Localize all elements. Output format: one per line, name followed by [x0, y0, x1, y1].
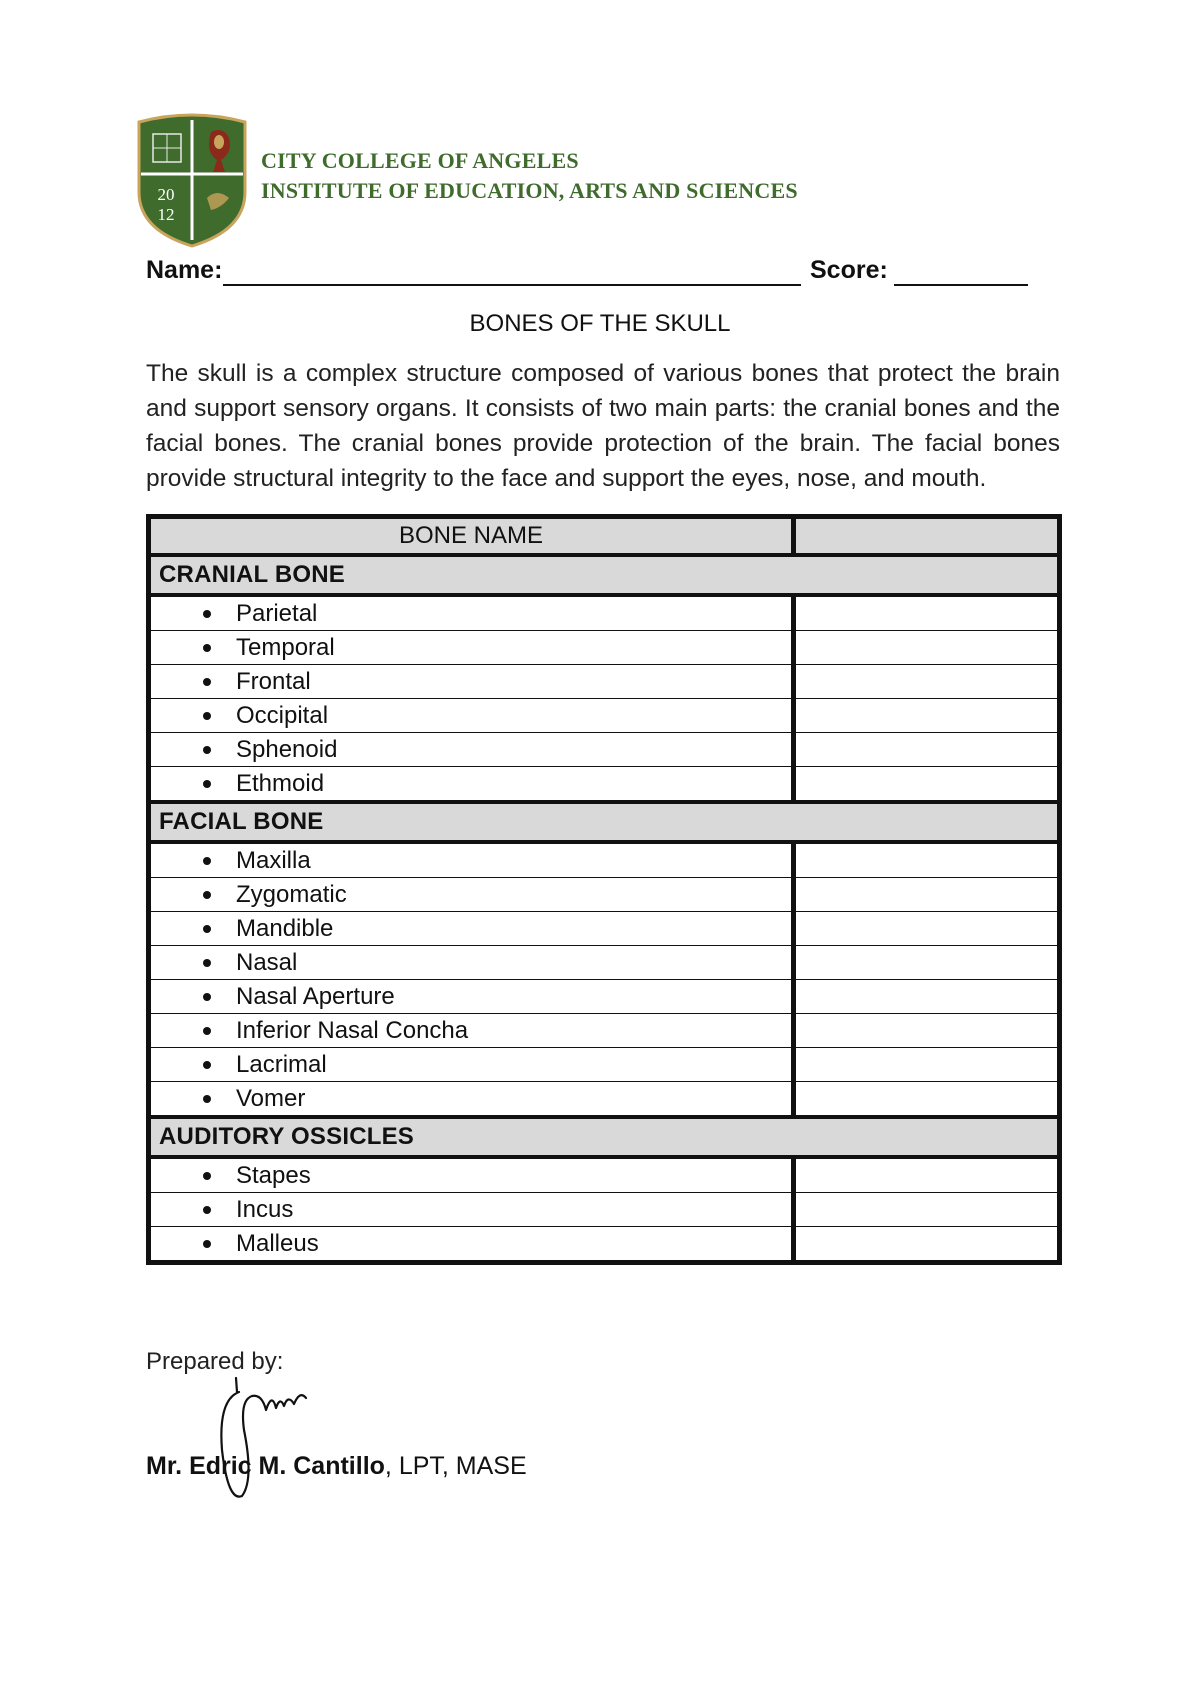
- crest-year-top: 20: [157, 185, 175, 204]
- answer-cell[interactable]: [794, 980, 1060, 1014]
- table-row: [149, 767, 1060, 803]
- intro-paragraph: The skull is a complex structure composed of various bones that protect the brain and support sensory organs. It consists of two main parts: the cranial bones and the facial bones. The cranial bones provide protection of the brain. The facial bones provide structural integrity to the face and support the eyes, nose, and mouth.: [146, 360, 1060, 492]
- crest-year-bottom: 12: [157, 205, 175, 224]
- table-header-row: [149, 517, 1060, 556]
- bone-name-cell: [149, 1193, 794, 1227]
- bone-name-cell: [149, 665, 794, 699]
- answer-cell[interactable]: [794, 842, 1060, 878]
- bullet-icon: [203, 1206, 211, 1214]
- table-row: [149, 665, 1060, 699]
- bone-name-cell: [149, 1048, 794, 1082]
- bullet-icon: [203, 959, 211, 967]
- bone-name-cell: [149, 699, 794, 733]
- bone-name-cell: [149, 1227, 794, 1263]
- answer-cell[interactable]: [794, 1014, 1060, 1048]
- signer-credentials: , LPT, MASE: [384, 1452, 527, 1480]
- table-row: [149, 842, 1060, 878]
- college-name: CITY COLLEGE OF ANGELES: [261, 148, 579, 173]
- bone-name: Malleus: [236, 1229, 319, 1257]
- bone-name: Occipital: [236, 701, 329, 729]
- section-title: AUDITORY OSSICLES: [149, 1117, 1060, 1157]
- name-blank[interactable]: [223, 254, 801, 286]
- bone-name: Inferior Nasal Concha: [236, 1016, 469, 1044]
- table-row: [149, 1227, 1060, 1263]
- answer-cell[interactable]: [794, 1227, 1060, 1263]
- header: [133, 112, 1033, 252]
- bone-name-cell: [149, 631, 794, 665]
- bone-name-cell: [149, 595, 794, 631]
- section-row: [149, 802, 1060, 842]
- bone-name: Nasal: [236, 948, 298, 976]
- bullet-icon: [203, 746, 211, 754]
- table-row: [149, 595, 1060, 631]
- answer-cell[interactable]: [794, 912, 1060, 946]
- score-label: Score:: [810, 256, 888, 284]
- answer-cell[interactable]: [794, 1048, 1060, 1082]
- table-row: [149, 912, 1060, 946]
- page-title: BONES OF THE SKULL: [469, 310, 731, 337]
- bones-table: [146, 514, 1062, 1265]
- bullet-icon: [203, 1027, 211, 1035]
- name-score-row: [146, 254, 1026, 288]
- bullet-icon: [203, 610, 211, 618]
- prepared-by-label: Prepared by:: [146, 1348, 284, 1375]
- bone-name: Parietal: [236, 599, 318, 627]
- signer-name: Mr. Edric M. Cantillo: [146, 1452, 385, 1480]
- bone-name: Nasal Aperture: [236, 982, 395, 1010]
- bone-name: Zygomatic: [236, 880, 347, 908]
- bullet-icon: [203, 925, 211, 933]
- bone-name: Frontal: [236, 667, 311, 695]
- table-row: [149, 699, 1060, 733]
- bone-name-cell: [149, 1014, 794, 1048]
- bone-name: Stapes: [236, 1161, 311, 1189]
- answer-cell[interactable]: [794, 946, 1060, 980]
- bone-name: Mandible: [236, 914, 334, 942]
- bone-name: Vomer: [236, 1084, 306, 1112]
- answer-cell[interactable]: [794, 665, 1060, 699]
- bullet-icon: [203, 780, 211, 788]
- table-row: [149, 1082, 1060, 1118]
- bone-name: Incus: [236, 1195, 294, 1223]
- bone-name-cell: [149, 878, 794, 912]
- bone-name: Ethmoid: [236, 769, 325, 797]
- answer-cell[interactable]: [794, 1082, 1060, 1118]
- bone-name-cell: [149, 1157, 794, 1193]
- answer-cell[interactable]: [794, 595, 1060, 631]
- section-title: FACIAL BONE: [149, 802, 1060, 842]
- bone-name: Sphenoid: [236, 735, 338, 763]
- bullet-icon: [203, 644, 211, 652]
- bullet-icon: [203, 857, 211, 865]
- bone-name-header: BONE NAME: [149, 517, 794, 556]
- table-row: [149, 1014, 1060, 1048]
- bullet-icon: [203, 1240, 211, 1248]
- bullet-icon: [203, 1172, 211, 1180]
- section-row: [149, 555, 1060, 595]
- institute-name: INSTITUTE OF EDUCATION, ARTS AND SCIENCES: [261, 178, 798, 203]
- bone-name-cell: [149, 912, 794, 946]
- bone-name-cell: [149, 946, 794, 980]
- bullet-icon: [203, 1095, 211, 1103]
- section-title: CRANIAL BONE: [149, 555, 1060, 595]
- table-row: [149, 631, 1060, 665]
- bone-name: Temporal: [236, 633, 335, 661]
- table-row: [149, 1048, 1060, 1082]
- name-label: Name:: [146, 256, 223, 284]
- answer-header: [794, 517, 1060, 556]
- bone-name-cell: [149, 733, 794, 767]
- score-blank[interactable]: [894, 254, 1028, 286]
- signature-image: [214, 1370, 314, 1510]
- answer-cell[interactable]: [794, 878, 1060, 912]
- bone-name-cell: [149, 1082, 794, 1118]
- bullet-icon: [203, 993, 211, 1001]
- table-row: [149, 1193, 1060, 1227]
- bone-name: Lacrimal: [236, 1050, 327, 1078]
- bullet-icon: [203, 891, 211, 899]
- answer-cell[interactable]: [794, 767, 1060, 803]
- bone-name-cell: [149, 842, 794, 878]
- answer-cell[interactable]: [794, 733, 1060, 767]
- answer-cell[interactable]: [794, 1193, 1060, 1227]
- answer-cell[interactable]: [794, 1157, 1060, 1193]
- answer-cell[interactable]: [794, 699, 1060, 733]
- bullet-icon: [203, 678, 211, 686]
- bone-name: Maxilla: [236, 846, 311, 874]
- college-crest-logo: [133, 112, 251, 248]
- bullet-icon: [203, 712, 211, 720]
- bone-name-cell: [149, 767, 794, 803]
- table-row: [149, 878, 1060, 912]
- table-row: [149, 946, 1060, 980]
- table-row: [149, 733, 1060, 767]
- bullet-icon: [203, 1061, 211, 1069]
- signer-line: [146, 1452, 527, 1481]
- answer-cell[interactable]: [794, 631, 1060, 665]
- table-row: [149, 1157, 1060, 1193]
- table-row: [149, 980, 1060, 1014]
- bone-name-cell: [149, 980, 794, 1014]
- section-row: [149, 1117, 1060, 1157]
